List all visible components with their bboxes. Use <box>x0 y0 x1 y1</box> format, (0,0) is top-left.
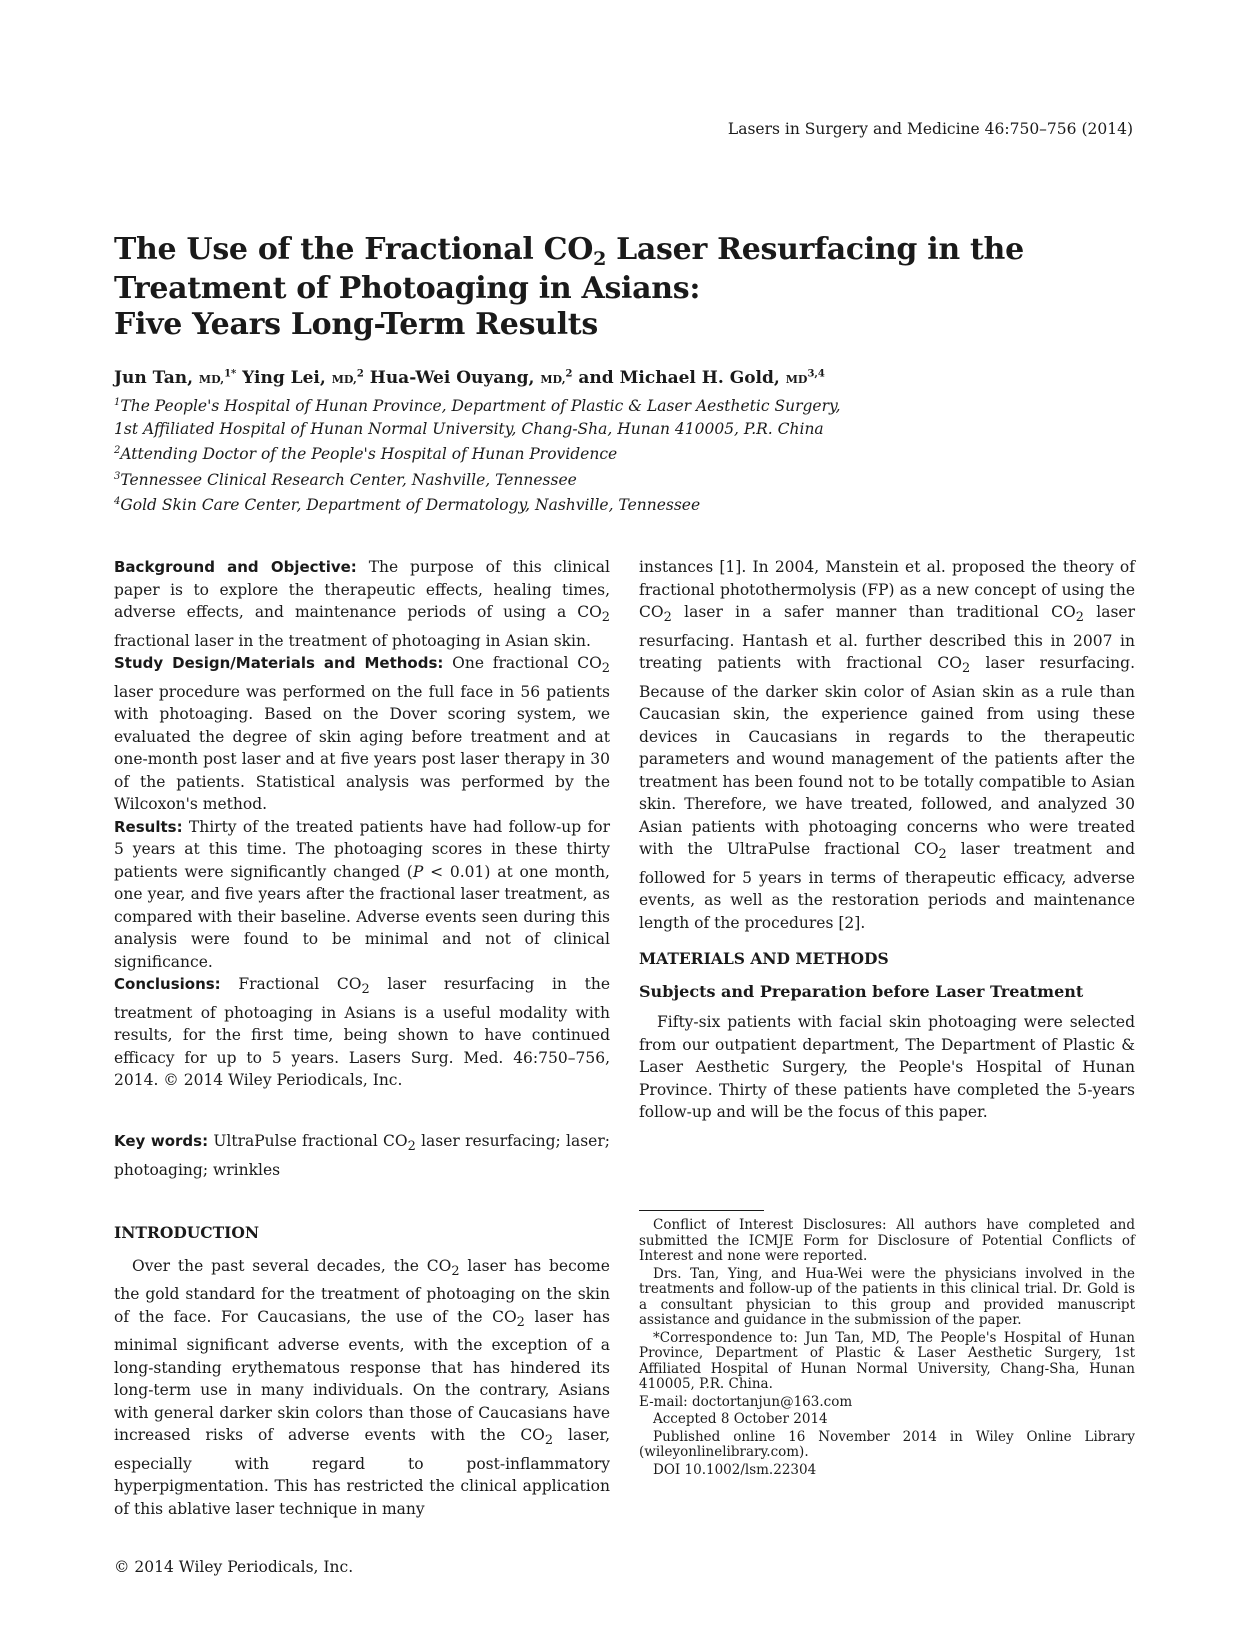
affiliation-item: $^4$Gold Skin Care Center, Department of Dermatology, Nashville, Tennessee <box>114 496 701 515</box>
article-title <box>114 232 1134 343</box>
abstract-conclusions: Conclusions: Fractional $CO_2$ laser resurfacing in the treatment of photoaging in Asians is a useful modality with results, for the first time, being shown to have continued efficacy for up to 5 years. Lasers Surg. Med. 46:750–756, 2014. © 2014 Wiley Periodicals, Inc. <box>114 975 610 1090</box>
copyright-notice: © 2014 Wiley Periodicals, Inc. <box>114 1558 354 1576</box>
footnote-accepted: Accepted 8 October 2014 <box>653 1411 828 1427</box>
affiliation-item: 1st Affiliated Hospital of Hunan Normal University, Chang-Sha, Hunan 410005, P.R. China <box>114 419 824 438</box>
introduction-heading: INTRODUCTION <box>114 1223 260 1242</box>
abstract-results: Results: Thirty of the treated patients have had follow-up for 5 years at this time. The photoaging scores in these thirty patients were significantly changed (P < 0.01) at one month, one year, and five years after the fractional laser treatment, as compared with their baseline. Adverse events seen during this analysis were found to be minimal and not of clinical significance. <box>114 817 610 971</box>
footnote-contributions: Drs. Tan, Ying, and Hua-Wei were the physicians involved in the treatments and follow-up of the patients in this clinical trial. Dr. Gold is a consultant physician to this group and provided manuscript assistance and guidance in the submission of the paper. <box>639 1265 1135 1328</box>
abstract-study-design: Study Design/Materials and Methods: One fractional $CO_2$ laser procedure was performed on the full face in 56 patients with photoaging. Based on the Dover scoring system, we evaluated the degree of skin aging before treatment and at one-month post laser and at five years post laser therapy in 30 of the patients. Statistical analysis was performed by the Wilcoxon's method. <box>114 654 610 814</box>
author-list: Jun Tan, MD,$^{1*}$ Ying Lei, MD,$^2$ Hua-Wei Ouyang, MD,$^2$ and Michael H. Gold, MD$^{3,4}$ <box>114 368 825 388</box>
subjects-paragraph: Fifty-six patients with facial skin photoaging were selected from our outpatient department, The Department of Plastic & Laser Aesthetic Surgery, the People's Hospital of Hunan Province. Thirty of these patients have completed the 5-years follow-up and will be the focus of this paper. <box>639 1013 1135 1122</box>
footnote-email: E-mail: doctortanjun@163.com <box>639 1393 853 1410</box>
abstract-background: Background and Objective: The purpose of this clinical paper is to explore the therapeutic effects, healing times, adverse effects, and maintenance periods of using a $CO_2$ fractional laser in the treatment of photoaging in Asian skin. <box>114 558 610 650</box>
introduction-section <box>114 1222 610 1520</box>
journal-reference: Lasers in Surgery and Medicine 46:750–756 (2014) <box>727 120 1133 138</box>
affiliation-item: $^3$Tennessee Clinical Research Center, Nashville, Tennessee <box>114 470 577 489</box>
footnotes <box>639 1218 1135 1480</box>
footnote-coi: Conflict of Interest Disclosures: All authors have completed and submitted the ICMJE Form for Disclosure of Potential Conflicts of Interest and none were reported. <box>639 1217 1135 1264</box>
right-column <box>639 556 1135 1124</box>
title-line-1: The Use of the Fractional $CO_2$ Laser Resurfacing in the <box>114 232 1024 270</box>
introduction-paragraph: Over the past several decades, the $CO_2$ laser has become the gold standard for the treatment of photoaging on the skin of the face. For Caucasians, the use of the $CO_2$ laser has minimal significant adverse events, with the exception of a long-standing erythematous response that has hindered its long-term use in many individuals. On the contrary, Asians with general darker skin colors than those of Caucasians have increased risks of adverse events with the $CO_2$ laser, especially with regard to post-inflammatory hyperpigmentation. This has restricted the clinical application of this ablative laser technique in many <box>114 1256 610 1518</box>
title-line-2: Treatment of Photoaging in Asians: <box>114 271 701 306</box>
materials-methods-heading: MATERIALS AND METHODS <box>639 949 889 969</box>
introduction-continued: instances [1]. In 2004, Manstein et al. proposed the theory of fractional photothermolysis (FP) as a new concept of using the $CO_2$ laser in a safer manner than traditional $CO_2$ laser resurfacing. Hantash et al. further described this in 2007 in treating patients with fractional $CO_2$ laser resurfacing. Because of the darker skin color of Asian skin as a rule than Caucasian skin, the experience gained from using these devices in Caucasians in regards to the therapeutic parameters and wound management of the patients after the treatment has been found not to be totally compatible to Asian skin. Therefore, we have treated, followed, and analyzed 30 Asian patients with photoaging concerns who were treated with the UltraPulse fractional $CO_2$ laser treatment and followed for 5 years in terms of therapeutic efficacy, adverse events, as well as the restoration periods and maintenance length of the procedures [2]. <box>639 558 1136 932</box>
keywords: Key words: UltraPulse fractional $CO_2$ laser resurfacing; laser; photoaging; wrinkles <box>114 1132 610 1179</box>
title-line-3: Five Years Long-Term Results <box>114 307 598 342</box>
abstract <box>114 556 610 1092</box>
affiliation-item: $^1$The People's Hospital of Hunan Province, Department of Plastic & Laser Aesthetic Surgery, <box>114 397 841 416</box>
footnote-doi: DOI 10.1002/lsm.22304 <box>653 1461 817 1478</box>
footnote-published: Published online 16 November 2014 in Wiley Online Library (wileyonlinelibrary.com). <box>639 1428 1135 1460</box>
subjects-preparation-heading: Subjects and Preparation before Laser Treatment <box>639 981 1084 1001</box>
footnote-correspondence: *Correspondence to: Jun Tan, MD, The People's Hospital of Hunan Province, Department of Plastic & Laser Aesthetic Surgery, 1st Affiliated Hospital of Hunan Normal University, Chang-Sha, Hunan 410005, P.R. China. <box>639 1329 1135 1392</box>
footnote-rule <box>639 1210 764 1211</box>
affiliation-list <box>114 392 1014 517</box>
affiliation-item: $^2$Attending Doctor of the People's Hospital of Hunan Providence <box>114 445 618 464</box>
